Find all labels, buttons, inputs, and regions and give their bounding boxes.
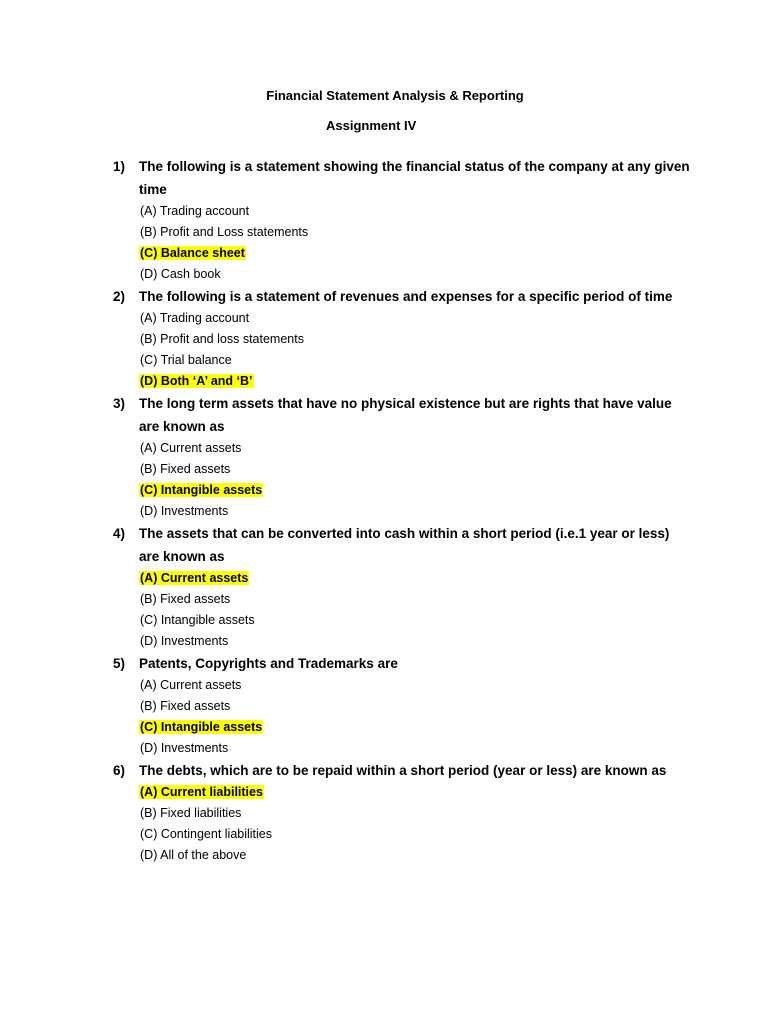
- option-item: [139, 738, 693, 759]
- question-6: [113, 759, 693, 866]
- option-list: [113, 675, 693, 759]
- answer-option: [139, 371, 693, 392]
- option-item: [139, 350, 693, 371]
- document-subtitle: Assignment IV: [326, 118, 417, 133]
- option-item: [139, 308, 693, 329]
- question-number: 6): [113, 763, 126, 778]
- option-item: [139, 459, 693, 480]
- question-text: The following is a statement of revenues and expenses for a specific period of time: [139, 289, 673, 304]
- option-label: (B) Profit and Loss statements: [140, 225, 309, 239]
- option-item: [139, 610, 693, 631]
- question-stem: [113, 652, 693, 675]
- question-text: The debts, which are to be repaid within a short period (year or less) are known as: [139, 763, 667, 778]
- question-stem: [113, 155, 693, 201]
- option-item: [139, 264, 693, 285]
- option-label: (A) Trading account: [140, 204, 250, 218]
- highlighted-answer-label: (A) Current liabilities: [140, 785, 263, 799]
- highlighted-answer-label: (C) Intangible assets: [140, 720, 263, 734]
- question-2: [113, 285, 693, 392]
- question-number: 3): [113, 396, 126, 411]
- highlighted-answer-label: (C) Intangible assets: [140, 483, 263, 497]
- question-text: The following is a statement showing the financial status of the company at any given time: [139, 159, 690, 197]
- option-label: (D) Investments: [140, 634, 229, 648]
- question-stem: [113, 285, 693, 308]
- option-list: [113, 782, 693, 866]
- option-item: [139, 329, 693, 350]
- answer-option: [139, 480, 693, 501]
- option-label: (A) Current assets: [140, 441, 242, 455]
- option-label: (A) Current assets: [140, 678, 242, 692]
- option-label: (B) Fixed assets: [140, 462, 231, 476]
- option-list: [113, 201, 693, 285]
- question-stem: [113, 759, 693, 782]
- option-item: [139, 201, 693, 222]
- answer-option: [139, 568, 693, 589]
- question-number: 1): [113, 159, 126, 174]
- question-stem: [113, 522, 693, 568]
- option-list: [113, 308, 693, 392]
- option-list: [113, 568, 693, 652]
- option-item: [139, 824, 693, 845]
- question-3: [113, 392, 693, 522]
- option-label: (B) Fixed assets: [140, 592, 231, 606]
- highlighted-answer-label: (D) Both ‘A’ and ‘B’: [140, 374, 253, 388]
- question-text: The long term assets that have no physical existence but are rights that have value are known as: [139, 396, 672, 434]
- option-item: [139, 803, 693, 824]
- question-1: [113, 155, 693, 285]
- question-text: The assets that can be converted into cash within a short period (i.e.1 year or less) are known as: [139, 526, 670, 564]
- option-list: [113, 438, 693, 522]
- option-label: (A) Trading account: [140, 311, 250, 325]
- option-label: (B) Fixed assets: [140, 699, 231, 713]
- highlighted-answer-label: (C) Balance sheet: [140, 246, 245, 260]
- option-item: [139, 438, 693, 459]
- highlighted-answer-label: (A) Current assets: [140, 571, 249, 585]
- option-item: [139, 501, 693, 522]
- question-number: 4): [113, 526, 126, 541]
- question-list: [113, 155, 693, 866]
- document-title: Financial Statement Analysis & Reporting: [266, 88, 524, 103]
- option-label: (B) Fixed liabilities: [140, 806, 242, 820]
- question-5: [113, 652, 693, 759]
- option-item: [139, 222, 693, 243]
- answer-option: [139, 243, 693, 264]
- option-item: [139, 631, 693, 652]
- option-label: (C) Trial balance: [140, 353, 232, 367]
- option-label: (D) Cash book: [140, 267, 221, 281]
- answer-option: [139, 782, 693, 803]
- option-label: (D) Investments: [140, 504, 229, 518]
- option-label: (C) Contingent liabilities: [140, 827, 273, 841]
- option-item: [139, 589, 693, 610]
- question-4: [113, 522, 693, 652]
- option-label: (D) Investments: [140, 741, 229, 755]
- option-item: [139, 845, 693, 866]
- option-label: (D) All of the above: [140, 848, 247, 862]
- option-item: [139, 675, 693, 696]
- option-label: (B) Profit and loss statements: [140, 332, 304, 346]
- answer-option: [139, 717, 693, 738]
- option-label: (C) Intangible assets: [140, 613, 255, 627]
- question-text: Patents, Copyrights and Trademarks are: [139, 656, 398, 671]
- question-number: 5): [113, 656, 126, 671]
- option-item: [139, 696, 693, 717]
- question-number: 2): [113, 289, 126, 304]
- question-stem: [113, 392, 693, 438]
